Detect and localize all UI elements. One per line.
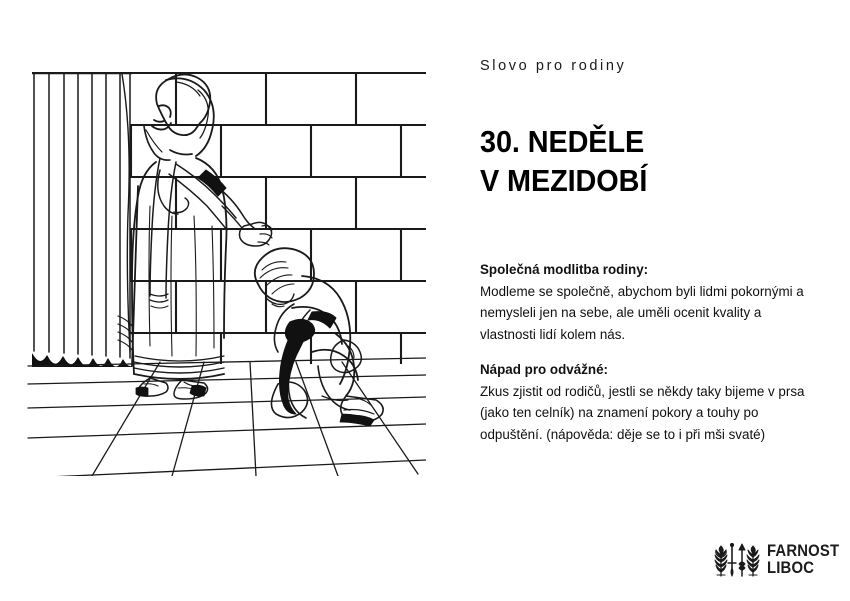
section-body: Modleme se společně, abychom byli lidmi pokornými a nemysleli jen na sebe, ale uměli ocenit kvality a vlastnosti lidí kolem nás. [480,283,804,343]
brick-wall [32,73,426,366]
wheat-sword-arrow-icon [714,538,760,582]
wheat-left [715,546,727,576]
wheat-right [747,546,759,576]
section-brave-idea [480,359,810,446]
section-family-prayer [480,259,810,346]
figure-standing-pharisee [132,74,272,399]
arrow [739,544,745,576]
parish-logo-line-1: FARNOST [767,541,840,560]
parish-logo-text [767,543,847,577]
parish-logo-line-2: LIBOC [767,559,815,577]
temple-curtain [32,73,137,373]
coloring-illustration [26,66,426,476]
section-body: Zkus zjistit od rodičů, jestli se někdy taky bijeme v prsa (jako ten celník) na znamení pokory a touhy po odpuštění. (nápověda: děje se to i při mši svaté) [480,383,805,443]
page-title [480,122,796,200]
section-heading: Nápad pro odvážné: [480,362,608,377]
sword [728,543,736,576]
page-title-line-2: V MEZIDOBÍ [480,163,648,199]
section-heading: Společná modlitba rodiny: [480,262,649,277]
page-title-line-1: 30. NEDĚLE [480,124,645,160]
eyebrow-label: Slovo pro rodiny [480,58,627,74]
text-column [480,58,820,443]
parish-logo [714,538,847,582]
